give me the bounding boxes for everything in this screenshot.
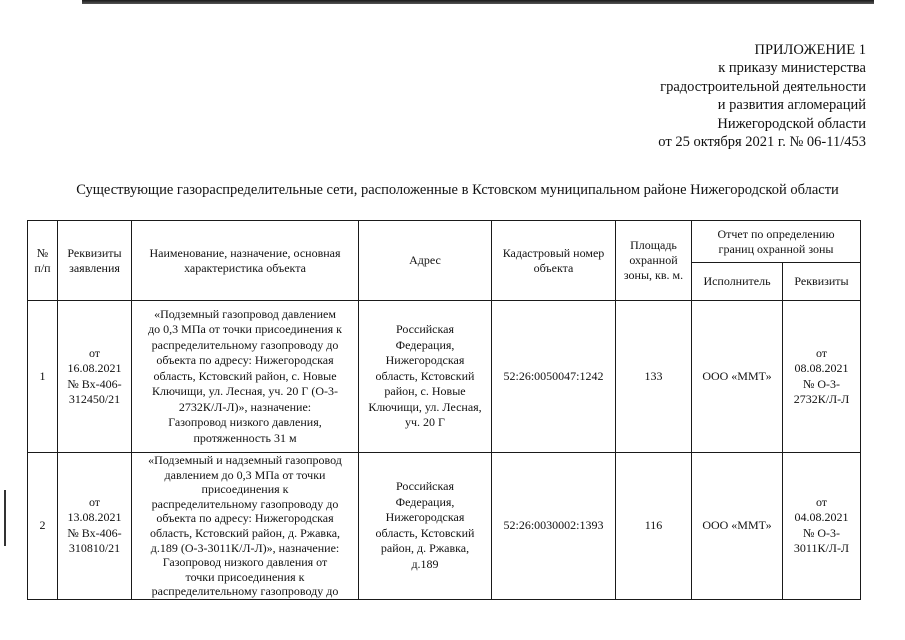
table-row xyxy=(28,301,861,453)
cell-application-requisites: от 13.08.2021 № Вх-406- 310810/21 xyxy=(58,453,132,600)
cell-executor: ООО «ММТ» xyxy=(692,301,783,453)
appendix-heading: ПРИЛОЖЕНИЕ 1 xyxy=(754,42,866,58)
cell-report-requisites: от 04.08.2021 № О-3- 3011К/Л-Л xyxy=(783,453,861,600)
cell-cadastral-number: 52:26:0030002:1393 xyxy=(492,453,616,600)
cell-zone-area: 133 xyxy=(616,301,692,453)
header-executor: Исполнитель xyxy=(692,263,783,301)
scan-mark-left xyxy=(4,490,6,546)
appendix-order-date: от 25 октября 2021 г. № 06-11/453 xyxy=(658,134,866,151)
appendix-block xyxy=(658,41,866,151)
gas-networks-table xyxy=(27,220,861,600)
cell-number: 1 xyxy=(28,301,58,453)
appendix-line: и развития агломераций xyxy=(717,97,866,114)
header-cadastral-number: Кадастровый номер объекта xyxy=(492,221,616,301)
header-zone-area: Площадь охранной зоны, кв. м. xyxy=(616,221,692,301)
table-row xyxy=(28,453,861,600)
cell-application-requisites: от 16.08.2021 № Вх-406- 312450/21 xyxy=(58,301,132,453)
header-application-requisites: Реквизиты заявления xyxy=(58,221,132,301)
header-object-name: Наименование, назначение, основная характеристика объекта xyxy=(132,221,359,301)
cell-cadastral-number: 52:26:0050047:1242 xyxy=(492,301,616,453)
scan-edge-top xyxy=(82,0,874,4)
cell-report-requisites: от 08.08.2021 № О-3- 2732К/Л-Л xyxy=(783,301,861,453)
appendix-line: к приказу министерства xyxy=(718,60,866,77)
header-report-requisites: Реквизиты xyxy=(783,263,861,301)
cell-number: 2 xyxy=(28,453,58,600)
appendix-line: Нижегородской области xyxy=(717,115,866,132)
appendix-line: градостроительной деятельности xyxy=(660,78,866,95)
cell-address: Российская Федерация, Нижегородская область, Кстовский район, д. Ржавка, д.189 xyxy=(359,453,492,600)
header-address: Адрес xyxy=(359,221,492,301)
header-number: № п/п xyxy=(28,221,58,301)
cell-object-name: «Подземный и надземный газопровод давлением до 0,3 МПа от точки присоединения к распределительному газопроводу до объекта по адресу: Нижегородская область, Кстовский район, д. Ржавка, д.189 (О-3-3011К/Л-Л)», назначение: Газопровод низкого давления от точки присоединения к распределительному газопроводу до xyxy=(132,453,359,600)
cell-object-name: «Подземный газопровод давлением до 0,3 МПа от точки присоединения к распределительному газопроводу до объекта по адресу: Нижегородская область, Кстовский район, с. Новые Ключищи, ул. Лесная, уч. 20 Г (О-3- 2732К/Л-Л)», назначение: Газопровод низкого давления, протяженность 31 м xyxy=(132,301,359,453)
document-title: Существующие газораспределительные сети, расположенные в Кстовском муниципальном районе Нижегородской области xyxy=(76,182,839,198)
cell-zone-area: 116 xyxy=(616,453,692,600)
cell-address: Российская Федерация, Нижегородская область, Кстовский район, с. Новые Ключищи, ул. Лесная, уч. 20 Г xyxy=(359,301,492,453)
table-header-row xyxy=(28,221,861,263)
header-protection-zone-report: Отчет по определению границ охранной зоны xyxy=(692,221,861,263)
cell-executor: ООО «ММТ» xyxy=(692,453,783,600)
